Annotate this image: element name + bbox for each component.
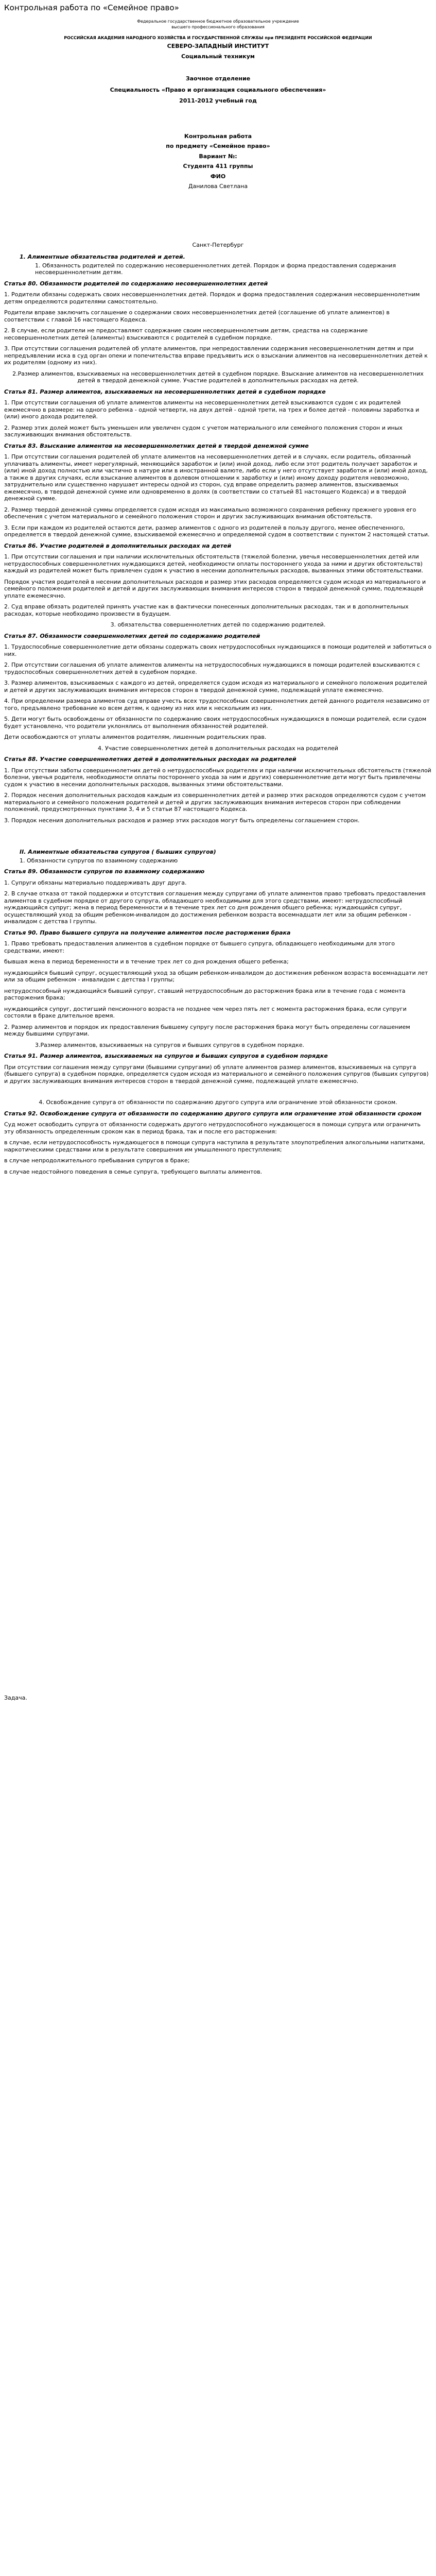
work-subject: по предмету «Семейное право» [166, 143, 270, 149]
article-92-p2: в случае, если нетрудоспособность нуждающегося в помощи супруга наступила в результате злоупотребления алкогольными напитками, наркотическими средствами или в результате совершения им умышленного преступления; [4, 1139, 425, 1153]
school-name: Социальный техникум [181, 53, 255, 60]
article-92-p4: в случае недостойного поведения в семье супруга, требующего выплаты алиментов. [4, 1168, 263, 1175]
academy-name: РОССИЙСКАЯ АКАДЕМИЯ НАРОДНОГО ХОЗЯЙСТВА И ГОСУДАРСТВЕННОЙ СЛУЖБЫ при ПРЕЗИДЕНТЕ РОССИЙСКОЙ ФЕДЕРАЦИИ [64, 36, 372, 40]
article-81-p1: 1. При отсутствии соглашения об уплате алиментов алименты на несовершеннолетних детей взыскиваются судом с их родителей ежемесячно в размере: на одного ребенка - одной четверти, на двух детей - одной трети, на трех и более детей - половины заработка и (или) иного дохода родителей. [4, 399, 420, 420]
article-83-heading: Статья 83. Взыскание алиментов на несовершеннолетних детей в твердой денежной сумме [4, 442, 309, 449]
section1-item3: 3. обязательства совершеннолетних детей по содержанию родителей. [110, 621, 326, 628]
article-83-p2: 2. Размер твердой денежной суммы определяется судом исходя из максимально возможного сохранения ребенку прежнего уровня его обеспечения с учетом материального и семейного положения сторон и других заслуживающих внимания обстоятельств. [4, 506, 416, 520]
city: Санкт-Петербург [192, 241, 244, 248]
article-87-p6: Дети освобождаются от уплаты алиментов родителям, лишенным родительских прав. [4, 734, 267, 740]
article-81-p2: 2. Размер этих долей может быть уменьшен или увеличен судом с учетом материального или семейного положения сторон и иных заслуживающих внимания обстоятельств. [4, 424, 403, 438]
article-86-p3: 2. Суд вправе обязать родителей принять участие как в фактически понесенных дополнительных расходах, так и в дополнительных расходах, которые необходимо произвести в будущем. [4, 603, 409, 617]
article-91-p1: При отсутствии соглашения между супругами (бывшими супругами) об уплате алиментов размер алиментов, взыскиваемых на супруга (бывшего супруга) в судебном порядке, определяется судом исходя из материального и семейного положения супругов (бывших супругов) и других заслуживающих внимания интересов сторон в твердой денежной сумме, подлежащей уплате ежемесячно. [4, 1063, 429, 1084]
article-90-p5: нуждающийся супруг, достигший пенсионного возраста не позднее чем через пять лет с момента расторжения брака, если супруги состояли в браке длительное время. [4, 1005, 407, 1019]
article-83-p1: 1. При отсутствии соглашения родителей об уплате алиментов на несовершеннолетних детей и в случаях, если родитель, обязанный уплачивать алименты, имеет нерегулярный, меняющийся заработок и (или) иной доход, либо если этот родитель получает заработок и (или) иной доход полностью или частично в натуре или в иностранной валюте, либо если у него отсутствует заработок и (или) иной доход, а также в других случаях, если взыскание алиментов в долевом отношении к заработку и (или) иному доходу родителя невозможно, затруднительно или существенно нарушает интересы одной из сторон, суд вправе определить размер алиментов, взыскиваемых ежемесячно, в твердой денежной сумме или одновременно в долях (в соответствии со статьей 81 настоящего Кодекса) и в твердой денежной сумме. [4, 453, 428, 502]
article-90-p3: нуждающийся бывший супруг, осуществляющий уход за общим ребенком-инвалидом до достижения ребенком возраста восемнадцати лет или за общим ребенком - инвалидом с детства I группы; [4, 969, 428, 983]
article-80-p3: 2. В случае, если родители не предоставляют содержание своим несовершеннолетним детям, средства на содержание несовершеннолетних детей (алименты) взыскиваются с родителей в судебном порядке. [4, 327, 368, 341]
article-87-p5: 5. Дети могут быть освобождены от обязанности по содержанию своих нетрудоспособных нуждающихся в помощи родителей, если судом будет установлено, что родители уклонялись от выполнения обязанностей родителей. [4, 716, 427, 730]
work-variant: Вариант №: [199, 152, 237, 160]
article-92-heading: Статья 92. Освобождение супруга от обязанности по содержанию другого супруга или ограничение этой обязанности сроком [4, 1110, 422, 1117]
section2-item3: 3.Размер алиментов, взыскиваемых на супругов и бывших супругов в судебном порядке. [35, 1041, 305, 1048]
specialty: Специальность «Право и организация социального обеспечения» [110, 86, 326, 93]
section1-title: 1. Алиментные обязательства родителей и детей. [20, 253, 185, 260]
article-90-p1: 1. Право требовать предоставления алиментов в судебном порядке от бывшего супруга, обладающего необходимыми для этого средствами, имеют: [4, 940, 395, 954]
article-89-p2: 2. В случае отказа от такой поддержки и отсутствия соглашения между супругами об уплате алиментов право требовать предоставления алиментов в судебном порядке от другого супруга, обладающего необходимыми для этого средствами, имеют: нетрудоспособный нуждающийся супруг; жена в период беременности и в течение трех лет со дня рождения общего ребенка; нуждающийся супруг, осуществляющий уход за общим ребенком-инвалидом до достижения ребенком возраста восемнадцати лет или за общим ребенком - инвалидом с детства I группы. [4, 890, 426, 925]
department: Заочное отделение [185, 75, 251, 82]
edu-level-line: высшего профессионального образования [171, 25, 265, 29]
section1-item4: 4. Участие совершеннолетних детей в дополнительных расходах на родителей [97, 744, 339, 752]
article-86-p1: 1. При отсутствии соглашения и при наличии исключительных обстоятельств (тяжелой болезни, увечья несовершеннолетних детей или нетрудоспособных совершеннолетних нуждающихся детей, необходимости оплаты постороннего ухода за ними и других обстоятельств) каждый из родителей может быть привлечен судом к участию в несении дополнительных расходов, вызванных этими обстоятельствами. [4, 553, 424, 574]
institute-name: СЕВЕРО-ЗАПАДНЫЙ ИНСТИТУТ [167, 43, 269, 49]
student-group: Студента 411 группы [183, 163, 253, 170]
document-title: Контрольная работа по «Семейное право» [4, 3, 179, 12]
article-91-heading: Статья 91. Размер алиментов, взыскиваемых на супругов и бывших супругов в судебном порядке [4, 1053, 328, 1059]
article-88-heading: Статья 88. Участие совершеннолетних детей в дополнительных расходах на родителей [4, 756, 297, 762]
ministry-line: Федеральное государственное бюджетное образовательное учреждение [137, 19, 299, 24]
work-type: Контрольная работа [184, 132, 252, 140]
article-90-p4: нетрудоспособный нуждающийся бывший супруг, ставший нетрудоспособным до расторжения брака или в течение года с момента расторжения брака; [4, 987, 406, 1001]
student-name: Данилова Светлана [188, 183, 248, 190]
article-86-p2: Порядок участия родителей в несении дополнительных расходов и размер этих расходов определяются судом исходя из материального и семейного положения родителей и детей и других заслуживающих внимания интересов сторон в твердой денежной сумме, подлежащей уплате ежемесячно. [4, 578, 426, 599]
article-92-p1: Суд может освободить супруга от обязанности содержать другого нетрудоспособного нуждающегося в помощи супруга или ограничить эту обязанность определенным сроком как в период брака, так и после его расторжения: [4, 1121, 421, 1135]
article-89-p1: 1. Супруги обязаны материально поддерживать друг друга. [4, 879, 187, 886]
article-90-p6: 2. Размер алиментов и порядок их предоставления бывшему супругу после расторжения брака могут быть определены соглашением между бывшими супругами. [4, 1023, 410, 1037]
article-86-heading: Статья 86. Участие родителей в дополнительных расходах на детей [4, 542, 232, 549]
article-87-heading: Статья 87. Обязанности совершеннолетних детей по содержанию родителей [4, 632, 260, 639]
article-89-heading: Статья 89. Обязанности супругов по взаимному содержанию [4, 868, 205, 875]
article-87-p2: 2. При отсутствии соглашения об уплате алиментов алименты на нетрудоспособных нуждающихся в помощи родителей взыскиваются с трудоспособных совершеннолетних детей в судебном порядке. [4, 662, 420, 675]
section2-item4: 4. Освобождение супруга от обязанности по содержанию другого супруга или ограничение этой обязанности сроком. [39, 1099, 397, 1106]
section2-title: II. Алиментные обязательства супругов ( бывших супругов) [20, 849, 216, 855]
section1-item2: 2.Размер алиментов, взыскиваемых на несовершеннолетних детей в судебном порядке. Взыскание алиментов на несовершеннолетних детей в твердой денежной сумме. Участие родителей в дополнительных расходах на детей. [12, 370, 424, 384]
article-83-p3: 3. Если при каждом из родителей остаются дети, размер алиментов с одного из родителей в пользу другого, менее обеспеченного, определяется в твердой денежной сумме, взыскиваемой ежемесячно и определяемой судом в соответствии с пунктом 2 настоящей статьи. [4, 524, 430, 538]
article-90-p2: бывшая жена в период беременности и в течение трех лет со дня рождения общего ребенка; [4, 958, 289, 965]
article-88-p2: 2. Порядок несения дополнительных расходов каждым из совершеннолетних детей и размер этих расходов определяются судом с учетом материального и семейного положения родителей и детей и других заслуживающих внимания интересов сторон при соблюдении положений, предусмотренных пунктами 3, 4 и 5 статьи 87 настоящего Кодекса. [4, 792, 426, 812]
article-88-p1: 1. При отсутствии заботы совершеннолетних детей о нетрудоспособных родителях и при наличии исключительных обстоятельств (тяжелой болезни, увечья родителя, необходимости оплаты постороннего ухода за ним и других) совершеннолетние дети могут быть привлечены судом к участию в несении дополнительных расходов, вызванных этими обстоятельствами. [4, 767, 431, 788]
article-81-heading: Статья 81. Размер алиментов, взыскиваемых на несовершеннолетних детей в судебном порядке [4, 388, 326, 395]
article-92-p3: в случае непродолжительного пребывания супругов в браке; [4, 1157, 190, 1164]
article-80-p1: 1. Родители обязаны содержать своих несовершеннолетних детей. Порядок и форма предоставления содержания несовершеннолетним детям определяются родителями самостоятельно. [4, 291, 420, 305]
article-90-heading: Статья 90. Право бывшего супруга на получение алиментов после расторжения брака [4, 929, 291, 936]
section2-item1: 1. Обязанности супругов по взаимному содержанию [20, 857, 178, 864]
task-label: Задача. [4, 1694, 27, 1701]
article-87-p3: 3. Размер алиментов, взыскиваемых с каждого из детей, определяется судом исходя из материального и семейного положения родителей и детей и других заслуживающих внимания интересов сторон в твердой денежной сумме, подлежащей уплате ежемесячно. [4, 680, 427, 693]
article-88-p3: 3. Порядок несения дополнительных расходов и размер этих расходов могут быть определены соглашением сторон. [4, 817, 360, 824]
article-80-p2: Родители вправе заключить соглашение о содержании своих несовершеннолетних детей (соглашение об уплате алиментов) в соответствии с главой 16 настоящего Кодекса. [4, 309, 390, 323]
article-80-p4: 3. При отсутствии соглашения родителей об уплате алиментов, при непредоставлении содержания несовершеннолетним детям и при непредъявлении иска в суд орган опеки и попечительства вправе предъявить иск о взыскании алиментов на несовершеннолетних детей к их родителям (одному из них). [4, 345, 428, 366]
fio-label: ФИО [210, 173, 226, 180]
article-87-p4: 4. При определении размера алиментов суд вправе учесть всех трудоспособных совершеннолетних детей данного родителя независимо от того, предъявлено требование ко всем детям, к одному из них или к нескольким из них. [4, 698, 430, 711]
article-80-heading: Статья 80. Обязанности родителей по содержанию несовершеннолетних детей [4, 280, 268, 287]
article-87-p1: 1. Трудоспособные совершеннолетние дети обязаны содержать своих нетрудоспособных нуждающихся в помощи родителей и заботиться о них. [4, 643, 432, 657]
section1-item1: 1. Обязанность родителей по содержанию несовершеннолетних детей. Порядок и форма предоставления содержания несовершеннолетним детям. [35, 262, 396, 276]
academic-year: 2011-2012 учебный год [179, 97, 257, 104]
